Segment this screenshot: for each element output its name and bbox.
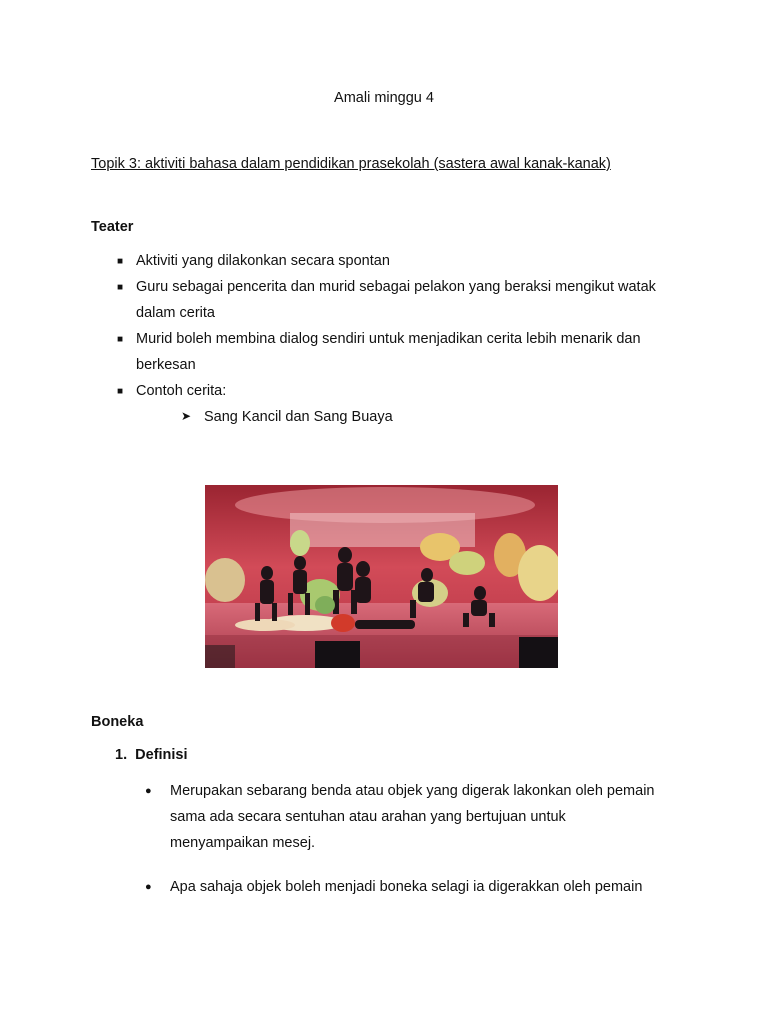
stage-performance-illustration (205, 485, 558, 668)
list-number: 1. (115, 747, 128, 763)
round-bullet-icon: ● (145, 881, 152, 893)
round-bullet-icon: ● (145, 785, 152, 797)
definisi-point-1-line-1: Merupakan sebarang benda atau objek yang digerak lakonkan oleh pemain (170, 783, 655, 799)
definisi-point-2: Apa sahaja objek boleh menjadi boneka selagi ia digerakkan oleh pemain (170, 879, 643, 895)
teater-bullet-3-line-2: berkesan (136, 357, 196, 373)
teater-bullet-2-line-1: Guru sebagai pencerita dan murid sebagai pelakon yang beraksi mengikut watak (136, 279, 656, 295)
topic-heading: Topik 3: aktiviti bahasa dalam pendidikan prasekolah (sastera awal kanak-kanak) (91, 156, 611, 172)
square-bullet-icon: ■ (117, 386, 124, 397)
teater-bullet-3-line-1: Murid boleh membina dialog sendiri untuk menjadikan cerita lebih menarik dan (136, 331, 641, 347)
boneka-heading: Boneka (91, 714, 144, 730)
teater-heading: Teater (91, 219, 134, 235)
square-bullet-icon: ■ (117, 334, 124, 345)
square-bullet-icon: ■ (117, 282, 124, 293)
definisi-title: Definisi (135, 747, 188, 763)
definisi-point-1-line-2: sama ada secara sentuhan atau arahan yang bertujuan untuk (170, 809, 566, 825)
example-story: Sang Kancil dan Sang Buaya (204, 409, 393, 425)
teater-bullet-1: Aktiviti yang dilakonkan secara spontan (136, 253, 390, 269)
definisi-point-1-line-3: menyampaikan mesej. (170, 835, 316, 851)
stage-performance-photo (205, 485, 558, 668)
square-bullet-icon: ■ (117, 256, 124, 267)
definisi-heading (115, 747, 188, 763)
arrow-bullet-icon: ➤ (181, 409, 192, 423)
page-title: Amali minggu 4 (334, 90, 434, 106)
teater-bullet-2-line-2: dalam cerita (136, 305, 215, 321)
teater-bullet-4: Contoh cerita: (136, 383, 227, 399)
